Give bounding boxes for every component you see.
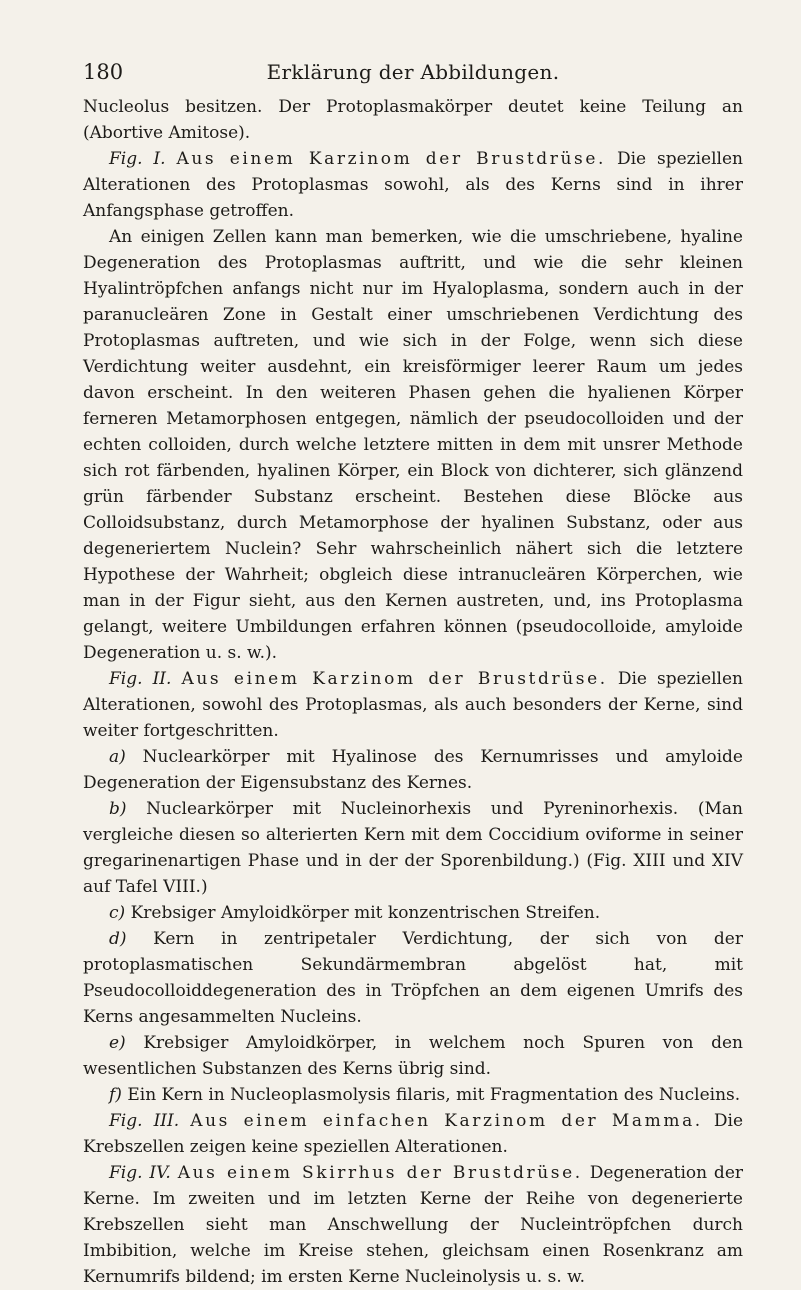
running-title: Erklärung der Abbildungen. (266, 60, 560, 84)
list-item-b (83, 796, 743, 900)
paragraph-text: Nuclearkörper mit Hyalinose des Kernumrisses und amyloide Degeneration der Eigensubstanz des Kernes. (83, 747, 743, 793)
paragraph-text: Kern in zentripetaler Verdichtung, der sich von der protoplasmatischen Sekundärmembran abgelöst hat, mit Pseudocolloiddegeneration des in Tröpfchen an dem eigenen Umrifs des Kerns angesammelten Nucleins. (83, 929, 743, 1027)
figure-label: Fig. II. (109, 669, 172, 689)
item-label: e) (109, 1033, 126, 1053)
body-text (83, 94, 743, 1290)
figure-source: Aus einem Skirrhus der Brustdrüse. (177, 1163, 583, 1183)
page-number: 180 (83, 60, 124, 84)
paragraph-continuation (83, 94, 743, 146)
item-label: c) (109, 903, 126, 923)
list-item-d (83, 926, 743, 1030)
figure-source: Aus einem Karzinom der Brustdrüse. (176, 149, 607, 169)
paragraph-text: Krebsiger Amyloidkörper mit konzentrischen Streifen. (130, 903, 601, 923)
figure-label: Fig. IV. (109, 1163, 171, 1183)
book-page (83, 58, 743, 1290)
figure-source: Aus einem Karzinom der Brustdrüse. (181, 669, 608, 689)
paragraph-fig-1-detail (83, 224, 743, 666)
item-label: a) (109, 747, 126, 767)
list-item-c (83, 900, 743, 926)
figure-source: Aus einem einfachen Karzinom der Mamma. (190, 1111, 703, 1131)
paragraph-text: Ein Kern in Nucleoplasmolysis filaris, mit Fragmentation des Nucleins. (127, 1085, 741, 1105)
paragraph-text: Krebsiger Amyloidkörper, in welchem noch Spuren von den wesentlichen Substanzen des Kerns übrig sind. (83, 1033, 743, 1079)
item-label: b) (109, 799, 127, 819)
paragraph-fig-2 (83, 666, 743, 744)
paragraph-text: Die speziellen Alterationen des Protoplasmas sowohl, als des Kerns sind in ihrer Anfangsphase getroffen. (83, 149, 743, 221)
list-item-e (83, 1030, 743, 1082)
paragraph-text: Die Krebszellen zeigen keine speziellen Alterationen. (83, 1111, 744, 1157)
paragraph-text: Nucleolus besitzen. Der Protoplasmakörper deutet keine Teilung an (Abortive Amitose). (83, 97, 743, 143)
item-label: f) (109, 1085, 122, 1105)
item-label: d) (109, 929, 127, 949)
figure-label: Fig. III. (109, 1111, 180, 1131)
page-header (83, 58, 743, 94)
paragraph-text: Die speziellen Alterationen, sowohl des Protoplasmas, als auch besonders der Kerne, sind weiter fortgeschritten. (83, 669, 744, 741)
paragraph-fig-3 (83, 1108, 743, 1160)
figure-label: Fig. I. (109, 149, 166, 169)
paragraph-text: Nuclearkörper mit Nucleinorhexis und Pyreninorhexis. (Man vergleiche diesen so alterierten Kern mit dem Coccidium oviforme in seiner gregarinenartigen Phase und in der der Sporenbildung.) (Fig. XIII und XIV auf Tafel VIII.) (83, 799, 743, 897)
list-item-a (83, 744, 743, 796)
paragraph-text: Degeneration der Kerne. Im zweiten und im letzten Kerne der Reihe von degenerierte Krebszellen sieht man Anschwellung der Nucleintröpfchen durch Imbibition, welche im Kreise stehen, gleichsam einen Rosenkranz am Kernumrifs bildend; im ersten Kerne Nucleinolysis u. s. w. (83, 1163, 744, 1287)
paragraph-text: An einigen Zellen kann man bemerken, wie die umschriebene, hyaline Degeneration des Protoplasmas auftritt, und wie die sehr kleinen Hyalintröpfchen anfangs nicht nur im Hyaloplasma, sondern auch in der paranucleären Zone in Gestalt einer umschriebenen Verdichtung des Protoplasmas auftreten, und wie sich in der Folge, wenn sich diese Verdichtung weiter ausdehnt, ein kreisförmiger leerer Raum um jedes davon erscheint. In den weiteren Phasen gehen die hyalienen Körper ferneren Metamorphosen entgegen, nämlich der pseudocolloiden und der echten colloiden, durch welche letztere mitten in dem mit unsrer Methode sich rot färbenden, hyalinen Körper, ein Block von dichterer, sich glänzend grün färbender Substanz erscheint. Bestehen diese Blöcke aus Colloidsubstanz, durch Metamorphose der hyalinen Substanz, oder aus degeneriertem Nuclein? Sehr wahrscheinlich nähert sich die letztere Hypothese der Wahrheit; obgleich diese intranucleären Körperchen, wie man in der Figur sieht, aus den Kernen austreten, und, ins Protoplasma gelangt, weitere Umbildungen erfahren können (pseudocolloide, amyloide Degeneration u. s. w.). (83, 227, 743, 663)
list-item-f (83, 1082, 743, 1108)
paragraph-fig-1 (83, 146, 743, 224)
paragraph-fig-4 (83, 1160, 743, 1290)
